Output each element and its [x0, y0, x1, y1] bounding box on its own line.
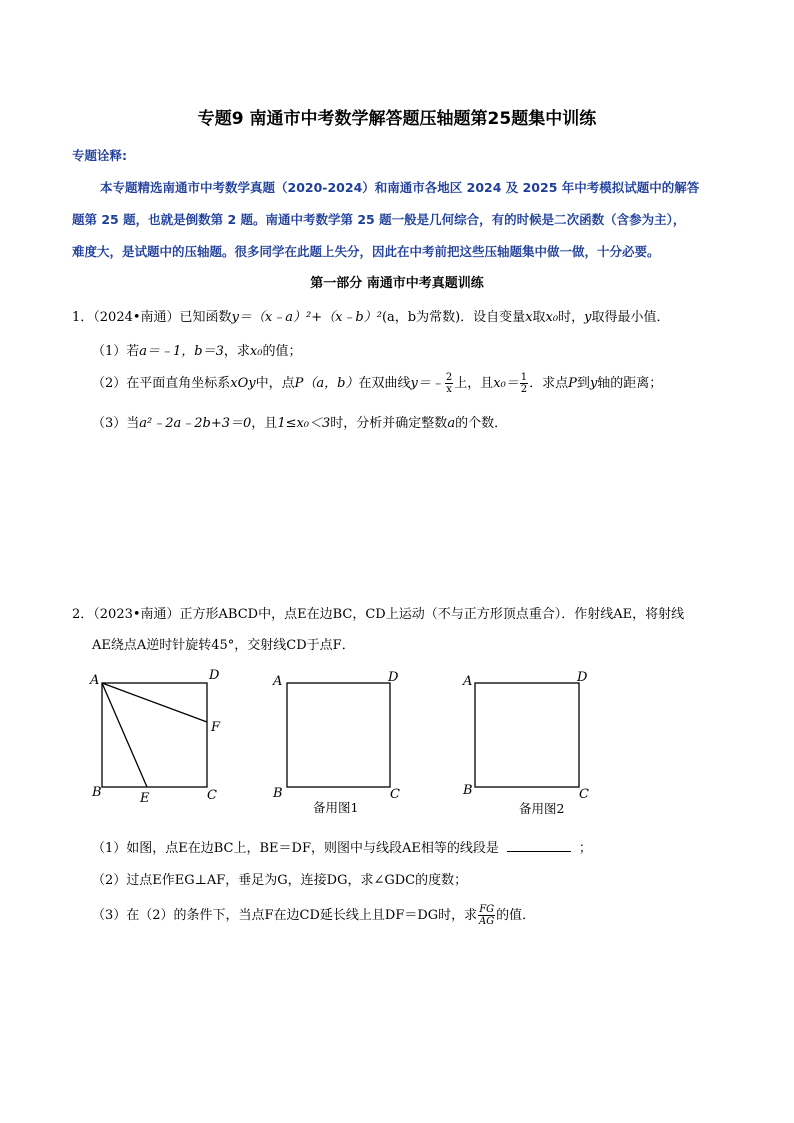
spare-figure-2-caption: 备用图2: [519, 801, 565, 815]
q1-hyperbola-fraction: [445, 372, 453, 395]
q1-part2-text: ．求点: [529, 376, 569, 391]
fraction-denominator: 2: [520, 384, 528, 395]
q1-part3-text: ，且: [251, 416, 278, 431]
q1-x0-eq: x₀＝: [493, 376, 519, 391]
label-d: D: [577, 670, 588, 685]
spare-figure-1-caption: 备用图1: [313, 800, 359, 815]
q2-part2: （2）过点E作EG⊥AF，垂足为G，连接DG，求∠GDC的度数；: [92, 873, 468, 888]
q1-condition: a²﹣2a﹣2b+3＝0: [139, 416, 252, 431]
label-c: C: [579, 787, 589, 802]
q1-text: 时，: [558, 310, 585, 325]
answer-blank[interactable]: [507, 839, 571, 852]
q2-part3: [92, 904, 535, 927]
q2-part3-text: 的值．: [496, 908, 536, 923]
label-c: C: [207, 788, 217, 803]
intro-line-1: 本专题精选南通市中考数学真题（2020-2024）和南通市各地区 2024 及 2025 年中考模拟试题中的解答: [100, 180, 700, 195]
label-e: E: [140, 791, 150, 806]
q1-var-x0: x₀: [545, 310, 559, 325]
q1-part2-text: （2）在平面直角坐标系: [92, 376, 231, 391]
q1-number: 1．: [72, 310, 94, 325]
q1-part3-text: 时，分析并确定整数: [330, 416, 448, 431]
label-b: B: [463, 783, 473, 798]
q1-var-a: a: [447, 416, 456, 431]
q1-coord-system: xOy: [230, 376, 256, 391]
q2-part1-text: ；: [578, 841, 592, 856]
label-a: A: [273, 674, 283, 689]
main-figure: [102, 683, 207, 787]
q1-part1-text: 的值；: [262, 344, 302, 359]
q2-stem-line1: [72, 603, 684, 622]
q1-point-p-name: P: [568, 376, 577, 391]
q1-part2-text: 轴的距离；: [597, 376, 663, 391]
segment-ae: [102, 683, 147, 787]
q1-part1-text: ，求: [223, 344, 250, 359]
q2-figures: [80, 665, 640, 815]
page-title: 专题9 南通市中考数学解答题压轴题第25题集中训练: [197, 109, 597, 129]
q2-part1: [92, 837, 592, 856]
q1-ab-values: a＝﹣1，b＝3: [139, 344, 224, 359]
label-a: A: [90, 673, 100, 688]
q1-stem: [72, 306, 669, 325]
label-a: A: [463, 674, 473, 689]
label-b: B: [273, 786, 283, 801]
segment-af: [102, 683, 207, 722]
label-d: D: [209, 668, 220, 683]
label-f: F: [211, 720, 221, 735]
label-b: B: [92, 785, 102, 800]
q1-part2-text: 到: [576, 376, 590, 391]
q1-part2-text: 中，点: [255, 376, 295, 391]
label-c: C: [390, 787, 400, 802]
q1-range: 1≤x₀＜3: [277, 416, 331, 431]
q1-text: 已知函数: [179, 310, 232, 325]
q1-part1: [92, 340, 301, 359]
square-abcd: [102, 683, 207, 787]
part-one-title: 第一部分 南通市中考真题训练: [310, 276, 484, 291]
q2-stem-line2: AE绕点A逆时针旋转45°，交射线CD于点F．: [92, 638, 355, 653]
q1-half-fraction: [520, 372, 528, 395]
fraction-numerator: 1: [520, 372, 528, 383]
q1-text: 取: [532, 310, 546, 325]
label-d: D: [388, 670, 399, 685]
q1-source: （2024•南通）: [93, 310, 180, 325]
q1-var-x: x: [525, 310, 533, 325]
q1-part2-text: 在双曲线: [358, 376, 411, 391]
q1-text: (a，b为常数)．设自变量: [381, 310, 526, 325]
intro-label: 专题诠释:: [72, 148, 127, 163]
q1-part2: [92, 372, 662, 395]
spare-square-2: [475, 683, 579, 787]
q1-hyperbola-lhs: y＝﹣: [410, 376, 444, 391]
intro-line-3: 难度大，是试题中的压轴题。很多同学在此题上失分，因此在中考前把这些压轴题集中做一做，十分必要。: [72, 244, 660, 259]
q1-part3: [92, 412, 507, 431]
q2-number: 2．: [72, 607, 94, 622]
q2-ratio-fraction: [478, 904, 495, 927]
spare-square-1: [287, 683, 390, 787]
q1-part3-text: （3）当: [92, 416, 140, 431]
q2-stem-text: 正方形ABCD中，点E在边BC，CD上运动（不与正方形顶点重合）．作射线AE，将射线: [179, 607, 685, 622]
q1-point-p: P（a，b）: [294, 376, 359, 391]
intro-line-2: 题第 25 题，也就是倒数第 2 题。南通中考数学第 25 题一般是几何综合，有的时候是二次函数（含参为主），: [72, 212, 686, 227]
q1-var-y: y: [589, 376, 598, 391]
fraction-denominator: AG: [479, 916, 495, 927]
fraction-numerator: 2: [445, 372, 453, 383]
q1-function: y＝（x﹣a）²+（x﹣b）²: [231, 310, 382, 325]
q2-part1-text: （1）如图，点E在边BC上，BE＝DF，则图中与线段AE相等的线段是: [92, 841, 499, 856]
fraction-numerator: FG: [479, 904, 495, 915]
q1-part1-text: （1）若: [92, 344, 140, 359]
q1-var-x0: x₀: [249, 344, 263, 359]
q1-part2-text: 上，且: [454, 376, 494, 391]
q1-text: 取得最小值．: [591, 310, 670, 325]
q1-part3-text: 的个数．: [455, 416, 508, 431]
q2-source: （2023•南通）: [93, 607, 180, 622]
fraction-denominator: x: [446, 384, 452, 395]
q1-var-y: y: [584, 310, 592, 325]
q2-part3-text: （3）在（2）的条件下，当点F在边CD延长线上且DF＝DG时，求: [92, 908, 478, 923]
